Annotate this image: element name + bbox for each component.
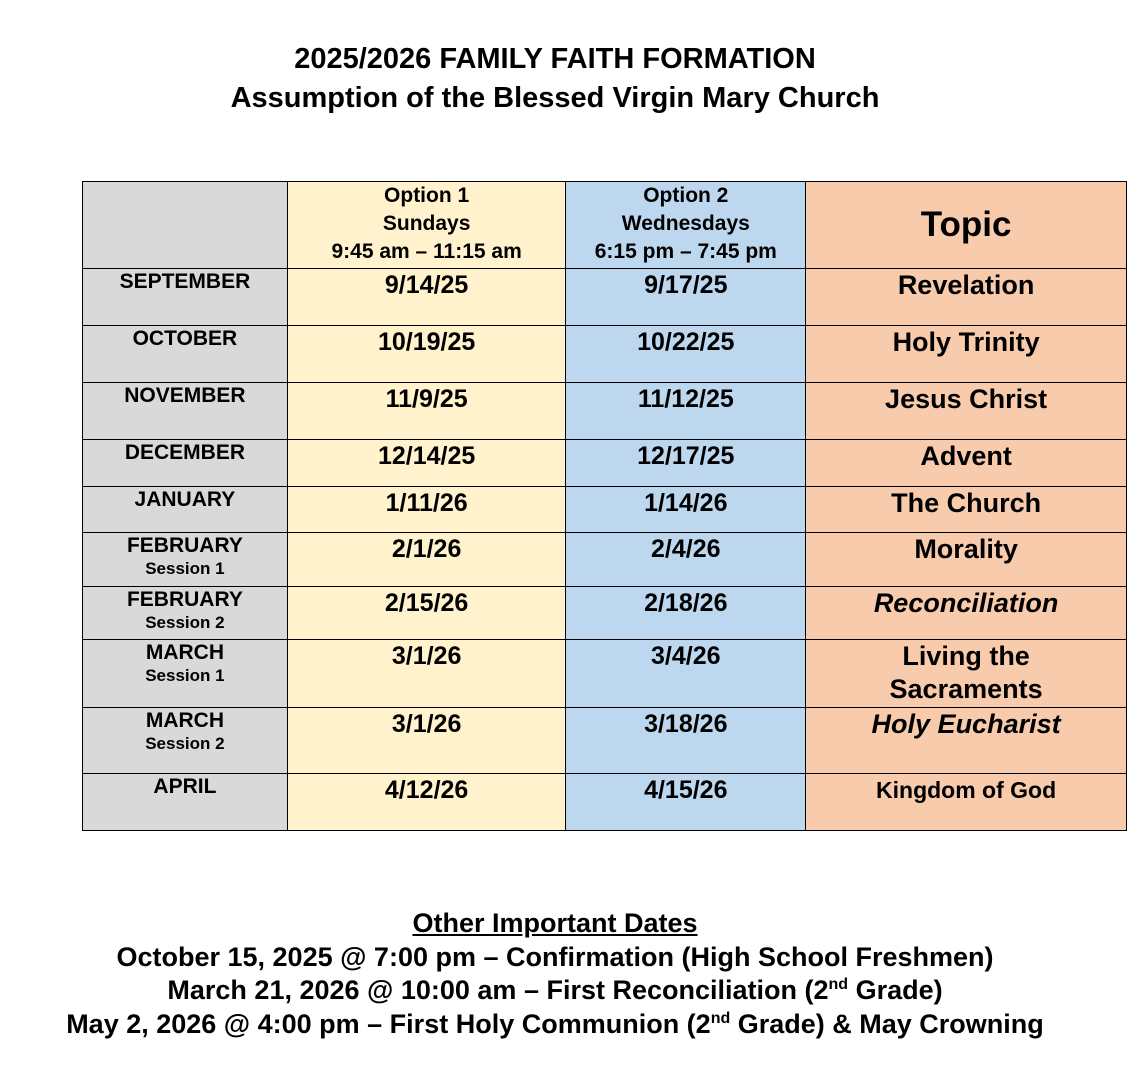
header-option2 bbox=[566, 182, 806, 269]
month-cell bbox=[83, 640, 288, 708]
other-dates-heading: Other Important Dates bbox=[412, 908, 698, 938]
table-row bbox=[83, 533, 1127, 587]
session-label: Session 1 bbox=[145, 559, 225, 578]
month-label: FEBRUARY bbox=[126, 588, 243, 611]
option1-date: 3/1/26 bbox=[287, 708, 566, 774]
month-label: APRIL bbox=[153, 775, 217, 798]
date-line-text: Grade) & May Crowning bbox=[730, 1008, 1044, 1039]
option2-date: 4/15/26 bbox=[566, 774, 806, 831]
table-row bbox=[83, 774, 1127, 831]
option2-date: 3/4/26 bbox=[566, 640, 806, 708]
date-line-text: March 21, 2026 @ 10:00 am – First Reconciliation (2 bbox=[167, 975, 829, 1005]
month-cell bbox=[83, 383, 288, 440]
page-title: 2025/2026 FAMILY FAITH FORMATION bbox=[294, 43, 816, 75]
option1-date: 2/1/26 bbox=[287, 533, 566, 587]
date-line-confirmation: October 15, 2025 @ 7:00 pm – Confirmation (High School Freshmen) bbox=[116, 941, 994, 972]
header-month-cell bbox=[83, 182, 288, 269]
header-option1 bbox=[287, 182, 566, 269]
option1-date: 3/1/26 bbox=[287, 640, 566, 708]
month-label: SEPTEMBER bbox=[119, 270, 251, 293]
table-row bbox=[83, 326, 1127, 383]
date-line-reconciliation bbox=[0, 974, 1110, 1008]
table-header-row bbox=[83, 182, 1127, 269]
month-cell bbox=[83, 440, 288, 487]
table-row bbox=[83, 708, 1127, 774]
table-row bbox=[83, 269, 1127, 326]
option2-date: 10/22/25 bbox=[566, 326, 806, 383]
ordinal-suffix: nd bbox=[710, 1009, 731, 1027]
option1-date: 4/12/26 bbox=[287, 774, 566, 831]
month-cell bbox=[83, 487, 288, 533]
month-cell bbox=[83, 708, 288, 774]
date-line-text: May 2, 2026 @ 4:00 pm – First Holy Communion (2 bbox=[66, 1008, 711, 1039]
month-cell bbox=[83, 774, 288, 831]
option2-date: 9/17/25 bbox=[566, 269, 806, 326]
session-label: Session 2 bbox=[145, 613, 225, 632]
topic-cell: Morality bbox=[806, 533, 1127, 587]
table-row bbox=[83, 440, 1127, 487]
option1-date: 1/11/26 bbox=[287, 487, 566, 533]
month-cell bbox=[83, 326, 288, 383]
date-line-text: Grade) bbox=[848, 975, 943, 1005]
table-row bbox=[83, 487, 1127, 533]
option2-date: 12/17/25 bbox=[566, 440, 806, 487]
month-cell bbox=[83, 269, 288, 326]
month-label: FEBRUARY bbox=[126, 534, 243, 557]
session-label: Session 2 bbox=[145, 734, 225, 753]
month-label: OCTOBER bbox=[132, 327, 238, 350]
other-dates-section bbox=[0, 907, 1110, 1041]
option2-date: 2/4/26 bbox=[566, 533, 806, 587]
option1-time: 9:45 am – 11:15 am bbox=[331, 240, 522, 263]
month-label: DECEMBER bbox=[124, 441, 245, 464]
topic-cell: Reconciliation bbox=[806, 587, 1127, 640]
topic-cell: The Church bbox=[806, 487, 1127, 533]
session-label: Session 1 bbox=[145, 666, 225, 685]
table-row bbox=[83, 383, 1127, 440]
ordinal-suffix: nd bbox=[828, 976, 849, 993]
option1-day: Sundays bbox=[382, 212, 471, 235]
page-subtitle: Assumption of the Blessed Virgin Mary Church bbox=[230, 82, 880, 114]
topic-cell: Living the Sacraments bbox=[806, 640, 1127, 708]
topic-cell: Holy Eucharist bbox=[806, 708, 1127, 774]
table-row bbox=[83, 587, 1127, 640]
option2-time: 6:15 pm – 7:45 pm bbox=[594, 240, 777, 263]
month-label: MARCH bbox=[145, 641, 224, 664]
month-label: MARCH bbox=[145, 709, 224, 732]
topic-cell: Jesus Christ bbox=[806, 383, 1127, 440]
month-cell bbox=[83, 533, 288, 587]
topic-cell: Holy Trinity bbox=[806, 326, 1127, 383]
option1-label: Option 1 bbox=[384, 184, 470, 207]
schedule-table bbox=[82, 181, 1127, 831]
header-topic: Topic bbox=[806, 182, 1127, 269]
topic-cell: Revelation bbox=[806, 269, 1127, 326]
option1-date: 10/19/25 bbox=[287, 326, 566, 383]
option2-date: 1/14/26 bbox=[566, 487, 806, 533]
table-row bbox=[83, 640, 1127, 708]
option2-day: Wednesdays bbox=[621, 212, 750, 235]
month-cell bbox=[83, 587, 288, 640]
option2-date: 2/18/26 bbox=[566, 587, 806, 640]
option2-date: 11/12/25 bbox=[566, 383, 806, 440]
month-label: NOVEMBER bbox=[124, 384, 246, 407]
option1-date: 12/14/25 bbox=[287, 440, 566, 487]
option1-date: 11/9/25 bbox=[287, 383, 566, 440]
option2-label: Option 2 bbox=[643, 184, 729, 207]
option1-date: 2/15/26 bbox=[287, 587, 566, 640]
option2-date: 3/18/26 bbox=[566, 708, 806, 774]
topic-cell: Advent bbox=[806, 440, 1127, 487]
topic-cell: Kingdom of God bbox=[806, 774, 1127, 831]
option1-date: 9/14/25 bbox=[287, 269, 566, 326]
month-label: JANUARY bbox=[134, 488, 236, 511]
date-line-communion bbox=[0, 1008, 1110, 1042]
